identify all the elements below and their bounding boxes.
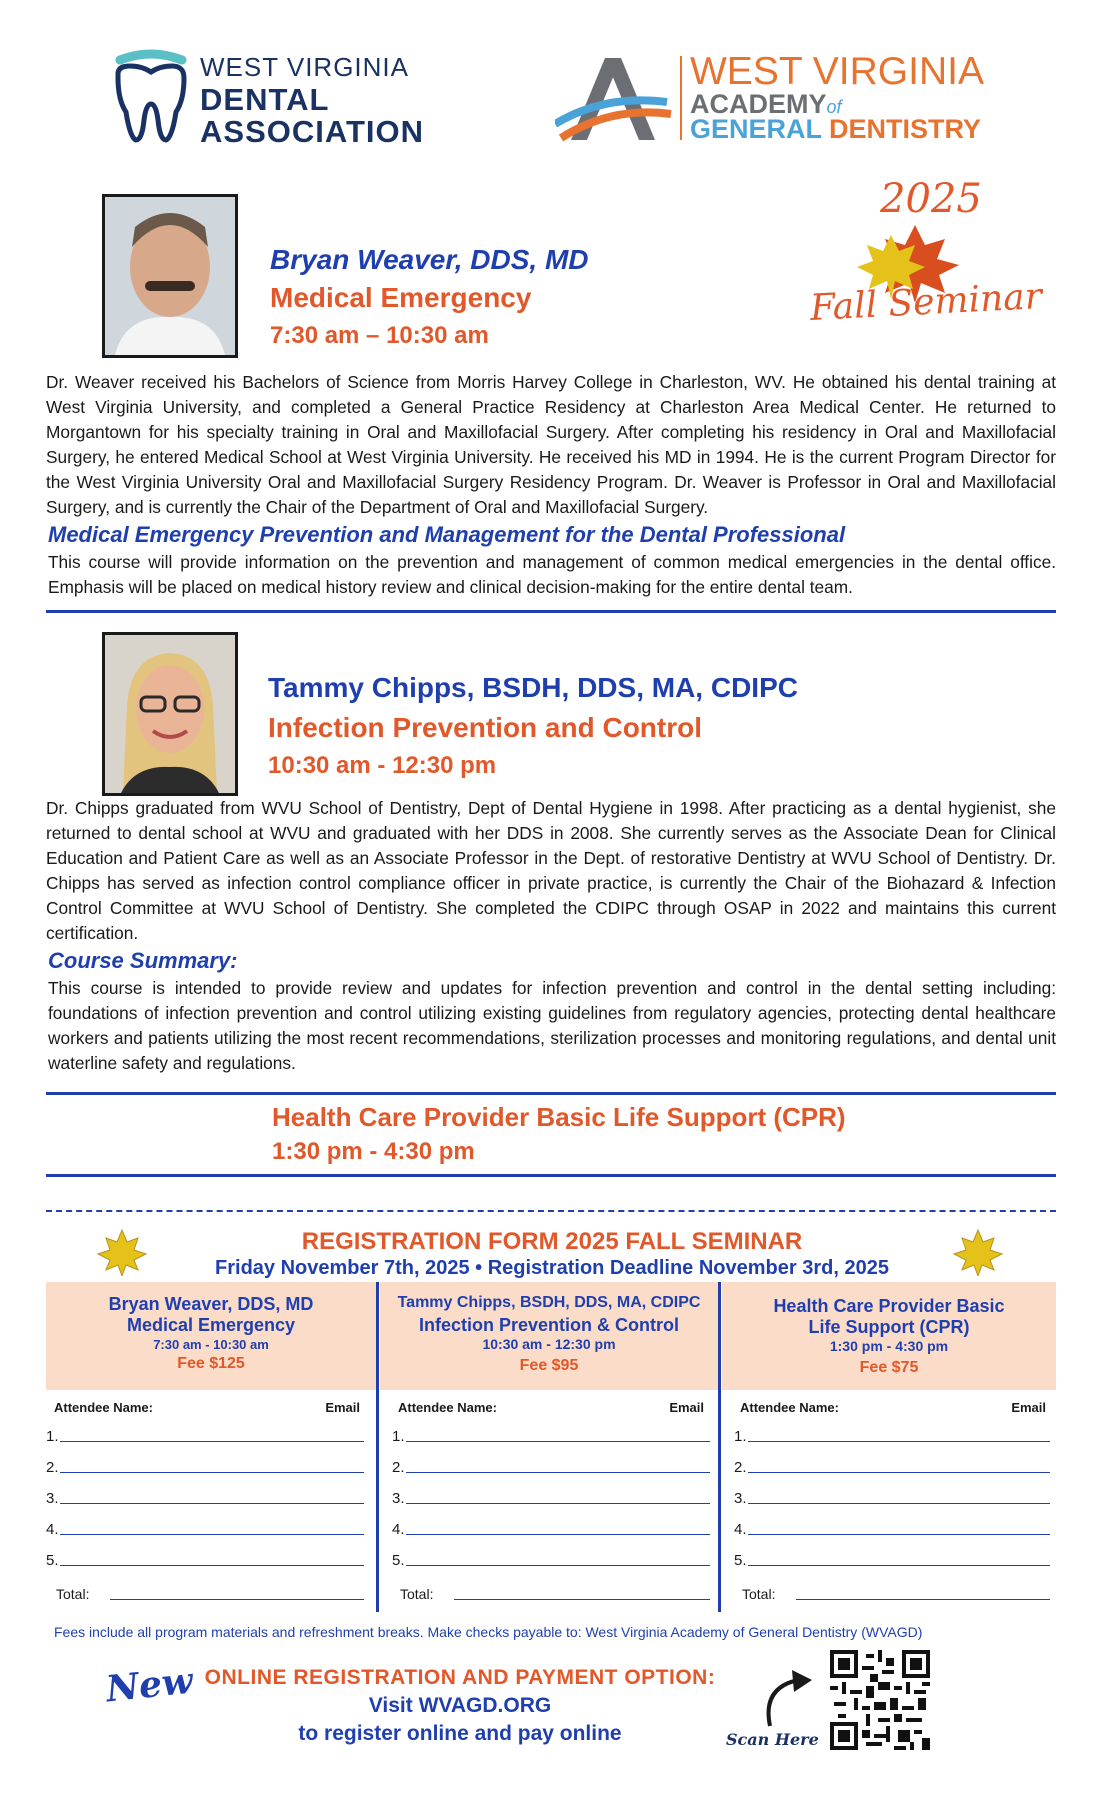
- attendee-line-5[interactable]: [46, 1552, 364, 1569]
- attendee-name-label: Attendee Name:: [740, 1400, 839, 1415]
- speaker2-topic: Infection Prevention and Control: [268, 712, 703, 743]
- wvagd-line1: WEST VIRGINIA: [690, 50, 984, 93]
- speaker2-bio: Dr. Chipps graduated from WVU School of Dentistry, Dept of Dental Hygiene in 1998. After practicing as a dental hygienist, she returned to dental school at WVU and graduated with her DDS in 2008. She currently serves as the Associate Dean for Clinical Education and Patient Care as well as an Associate Professor in the Dept. of restorative Dentistry at WVU School of Dentistry. Dr. Chipps has served as infection control compliance officer in private practice, is currently the Chair of the Biohazard & Infection Control Committee at WVU School of Dentistry. She completed the CDIPC through OSAP in 2022 and maintains this current certification.: [46, 798, 1056, 943]
- attendee-line-3[interactable]: [392, 1490, 710, 1507]
- speaker1-course-title: Medical Emergency Prevention and Management for the Dental Professional: [48, 522, 846, 547]
- speaker2-course-title: Course Summary:: [48, 948, 238, 973]
- attendee-line-2[interactable]: [734, 1459, 1050, 1476]
- wvda-line1: WEST VIRGINIA: [200, 52, 409, 82]
- divider-3: [46, 1174, 1056, 1177]
- row-number: 2.: [46, 1459, 59, 1476]
- speaker1-photo: [102, 194, 238, 358]
- academy-a-icon: [555, 54, 675, 144]
- attendee-name-label: Attendee Name:: [54, 1400, 153, 1415]
- column-fee: Fee $125: [177, 1355, 245, 1372]
- attendee-line-4[interactable]: [392, 1521, 710, 1538]
- column-time: 1:30 pm - 4:30 pm: [829, 1338, 949, 1354]
- email-label: Email: [325, 1400, 360, 1415]
- registration-column-2: [380, 1282, 718, 1612]
- speaker1-course-desc: This course will provide information on the prevention and management of common medical emergencies in the dental office. Emphasis will be placed on medical history review and clinical decision-making for the entire dental team.: [48, 552, 1056, 597]
- column-speaker: Tammy Chipps, BSDH, DDS, MA, CDIPC: [397, 1294, 701, 1311]
- speaker1-bio: Dr. Weaver received his Bachelors of Science from Morris Harvey College in Charleston, WV. He obtained his dental training at West Virginia University, and completed a General Practice Residency at Charleston Area Medical Center. He returned to Morgantown for his specialty training in Oral and Maxillofacial Surgery. After completing his residency in Oral and Maxillofacial Surgery, he entered Medical School at West Virginia University. He received his MD in 1994. He is the current Program Director for the West Virginia University Oral and Maxillofacial Surgery Residency Program. Dr. Weaver is Professor in Oral and Maxillofacial Surgery, and is currently the Chair of the Department of Oral and Maxillofacial Surgery.: [46, 372, 1056, 517]
- column-speaker: Bryan Weaver, DDS, MD: [108, 1294, 314, 1314]
- wvda-line2: DENTAL: [200, 82, 330, 117]
- speaker2-time: 10:30 am - 12:30 pm: [268, 752, 497, 779]
- badge-year: 2025: [880, 176, 982, 222]
- fees-note: Fees include all program materials and refreshment breaks. Make checks payable to: West Virginia Academy of General Dentistry (WVAGD): [54, 1624, 923, 1640]
- attendee-line-3[interactable]: [734, 1490, 1050, 1507]
- column-speaker: Health Care Provider Basic: [773, 1296, 1005, 1316]
- column-fee: Fee $95: [519, 1357, 579, 1374]
- attendee-line-3[interactable]: [46, 1490, 364, 1507]
- row-number: 2.: [392, 1459, 405, 1476]
- column-topic: Medical Emergency: [126, 1315, 296, 1335]
- column-topic: Infection Prevention & Control: [418, 1315, 679, 1335]
- column-divider: [718, 1282, 721, 1612]
- total-label: Total:: [56, 1586, 90, 1602]
- attendee-line-4[interactable]: [46, 1521, 364, 1538]
- divider-1: [46, 610, 1056, 613]
- attendee-line-4[interactable]: [734, 1521, 1050, 1538]
- column-time: 10:30 am - 12:30 pm: [482, 1336, 616, 1352]
- attendee-line-1[interactable]: [734, 1428, 1050, 1445]
- cpr-time: 1:30 pm - 4:30 pm: [272, 1138, 475, 1165]
- attendee-name-label: Attendee Name:: [398, 1400, 497, 1415]
- speaker1-topic: Medical Emergency: [270, 282, 532, 313]
- wvagd-academy: ACADEMY: [690, 89, 827, 119]
- wvagd-dentistry: DENTISTRY: [829, 114, 982, 144]
- attendee-line-5[interactable]: [392, 1552, 710, 1569]
- wvda-line3: ASSOCIATION: [200, 114, 424, 149]
- new-label: New: [104, 1659, 195, 1711]
- column-topic: Life Support (CPR): [808, 1317, 970, 1337]
- online-line3: to register online and pay online: [298, 1722, 622, 1745]
- wvagd-of: of: [826, 97, 842, 117]
- speaker2-photo: [102, 632, 238, 796]
- scan-here-label: Scan Here: [726, 1730, 819, 1749]
- registration-subtitle: Friday November 7th, 2025 • Registration Deadline November 3rd, 2025: [215, 1257, 889, 1279]
- cut-line: [46, 1210, 1056, 1212]
- total-label: Total:: [400, 1586, 434, 1602]
- row-number: 4.: [734, 1521, 747, 1538]
- speaker2-course-desc: This course is intended to provide review and updates for infection prevention and control in the dental setting including: foundations of infection prevention and control utilizing existing guidelines from regulatory agencies, protecting dental healthcare workers and patients utilizing the most recent recommendations, sterilization processes and monitoring regulations, and dental unit waterline safety and regulations.: [48, 978, 1056, 1073]
- column-header: [722, 1282, 1056, 1390]
- curved-arrow-icon: [756, 1668, 816, 1730]
- row-number: 1.: [734, 1428, 747, 1445]
- badge-title: Fall Seminar: [809, 275, 1043, 330]
- registration-title: REGISTRATION FORM 2025 FALL SEMINAR: [301, 1228, 803, 1255]
- row-number: 4.: [392, 1521, 405, 1538]
- total-label: Total:: [742, 1586, 776, 1602]
- registration-column-1: [46, 1282, 376, 1612]
- column-header: [46, 1282, 376, 1390]
- attendee-line-1[interactable]: [392, 1428, 710, 1445]
- registration-column-3: [722, 1282, 1056, 1612]
- row-number: 1.: [392, 1428, 405, 1445]
- wvagd-general: GENERAL: [690, 114, 822, 144]
- row-number: 3.: [734, 1490, 747, 1507]
- row-number: 1.: [46, 1428, 59, 1445]
- column-divider: [376, 1282, 379, 1612]
- row-number: 4.: [46, 1521, 59, 1538]
- row-number: 5.: [46, 1552, 59, 1569]
- row-number: 3.: [46, 1490, 59, 1507]
- online-link[interactable]: Visit WVAGD.ORG: [368, 1694, 552, 1717]
- attendee-line-1[interactable]: [46, 1428, 364, 1445]
- tooth-icon: [112, 48, 190, 144]
- total-line[interactable]: [56, 1586, 364, 1602]
- divider-2: [46, 1092, 1056, 1095]
- total-line[interactable]: [742, 1586, 1050, 1602]
- speaker1-time: 7:30 am – 10:30 am: [270, 322, 489, 349]
- attendee-line-5[interactable]: [734, 1552, 1050, 1569]
- qr-code[interactable]: [830, 1650, 930, 1750]
- column-header: [380, 1282, 718, 1390]
- speaker2-name: Tammy Chipps, BSDH, DDS, MA, CDIPC: [268, 672, 798, 703]
- row-number: 3.: [392, 1490, 405, 1507]
- total-line[interactable]: [400, 1586, 710, 1602]
- column-time: 7:30 am - 10:30 am: [153, 1337, 269, 1352]
- online-line1: ONLINE REGISTRATION AND PAYMENT OPTION:: [204, 1666, 716, 1689]
- email-label: Email: [1011, 1400, 1046, 1415]
- row-number: 2.: [734, 1459, 747, 1476]
- speaker1-name: Bryan Weaver, DDS, MD: [270, 244, 589, 275]
- cpr-title: Health Care Provider Basic Life Support (CPR): [272, 1102, 846, 1132]
- row-number: 5.: [734, 1552, 747, 1569]
- attendee-line-2[interactable]: [392, 1459, 710, 1476]
- email-label: Email: [669, 1400, 704, 1415]
- attendee-line-2[interactable]: [46, 1459, 364, 1476]
- column-fee: Fee $75: [859, 1359, 919, 1376]
- row-number: 5.: [392, 1552, 405, 1569]
